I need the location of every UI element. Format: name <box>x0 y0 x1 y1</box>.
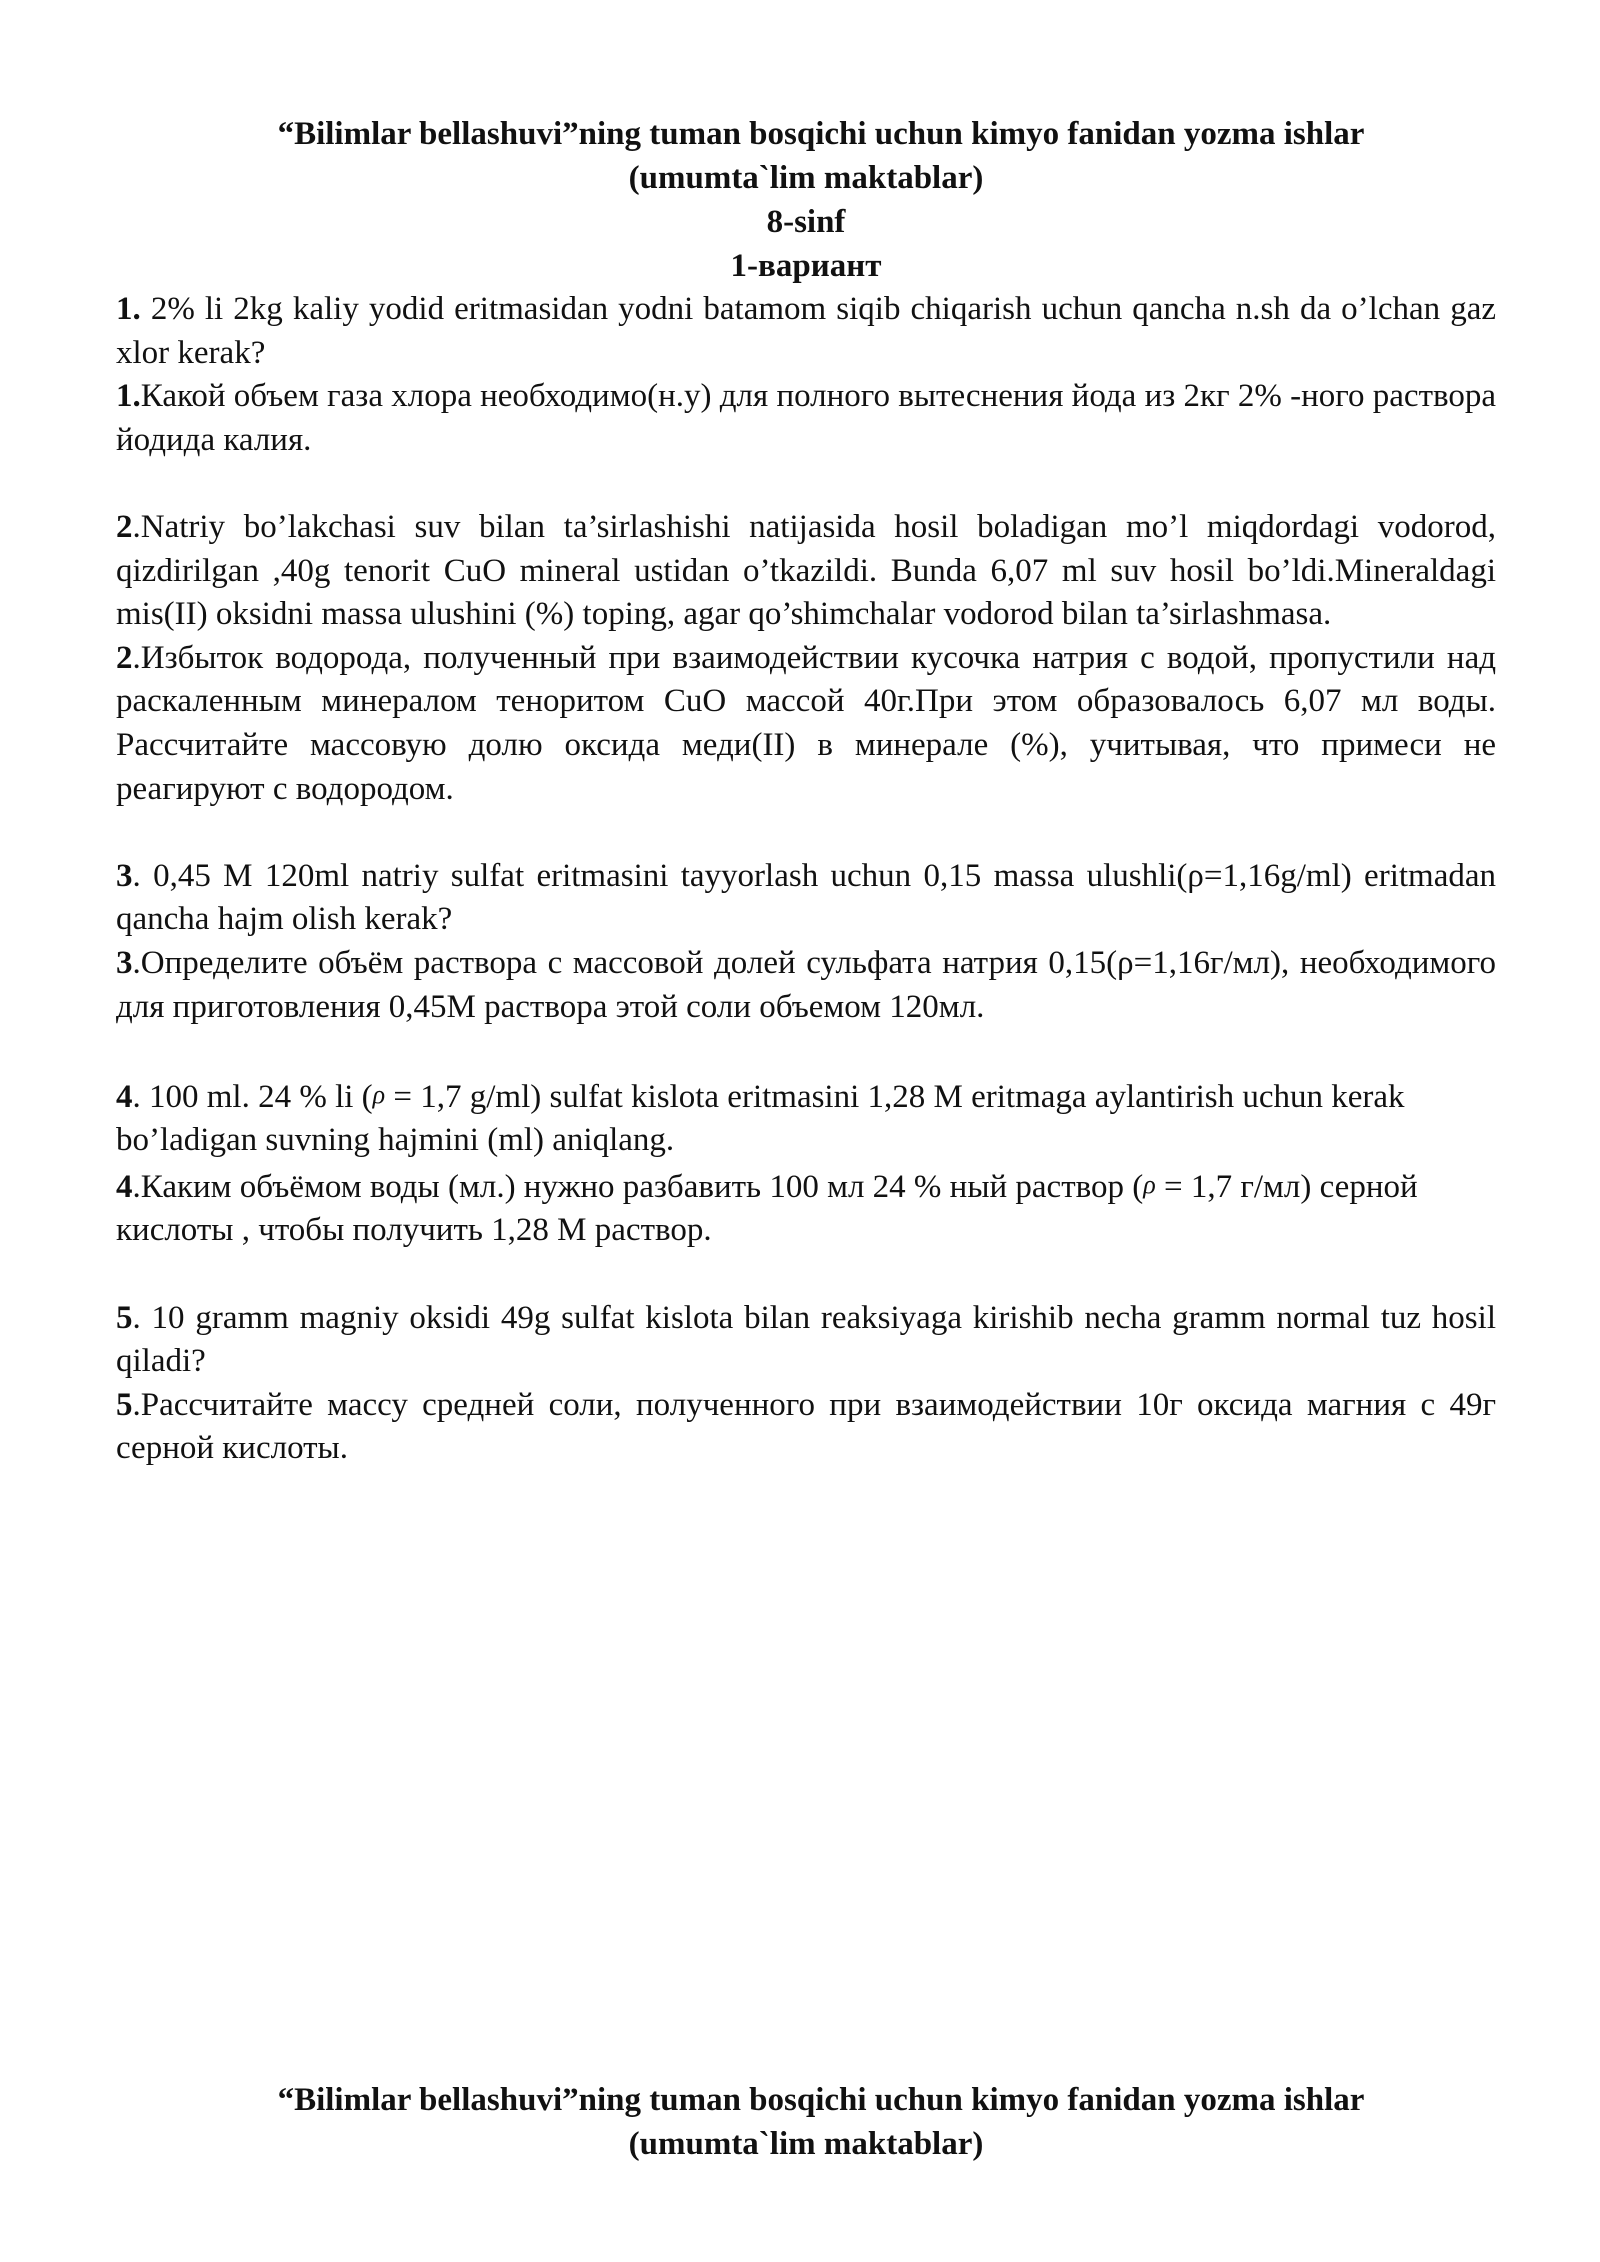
question-3 <box>116 855 1496 1029</box>
question-text: .Natriy bo’lakchasi suv bilan ta’sirlashishi natijasida hosil boladigan mo’l miqdordagi vodorod, qizdirilgan ,40g tenorit CuO mineral ustidan o’tkazildi. Bunda 6,07 ml suv hosil bo’ldi.Mineraldagi mis(II) oksidni massa ulushini (%) toping, agar qo’shimchalar vodorod bilan ta’sirlashmasa. <box>116 508 1496 633</box>
question-text: . 0,45 M 120ml natriy sulfat eritmasini tayyorlash uchun 0,15 massa ulushli(ρ=1,16g/ml) eritmadan qancha hajm olish kerak? <box>116 857 1496 938</box>
question-list <box>116 288 1496 1471</box>
question-text: . 100 ml. 24 % li ( <box>132 1078 373 1115</box>
question-3-uz <box>116 855 1496 942</box>
question-4 <box>116 1073 1496 1253</box>
question-number: 2 <box>116 639 133 676</box>
question-1 <box>116 288 1496 462</box>
question-text: .Рассчитайте массу средней соли, полученного при взаимодействии 10г оксида магния с 49г серной кислоты. <box>116 1386 1496 1467</box>
footer-title: “Bilimlar bellashuvi”ning tuman bosqichi uchun kimyo fanidan yozma ishlar <box>277 2082 1365 2118</box>
header-grade: 8-sinf <box>766 204 846 240</box>
question-text: . 10 gramm magniy oksidi 49g sulfat kislota bilan reaksiyaga kirishib necha gramm normal tuz hosil qiladi? <box>116 1299 1496 1380</box>
question-number: 4 <box>116 1168 133 1205</box>
question-text: 2% li 2kg kaliy yodid eritmasidan yodni batamom siqib chiqarish uchun qancha n.sh da o’lchan gaz xlor kerak? <box>116 291 1496 371</box>
question-text: = 1,7 г/мл) серной кислоты , чтобы получить 1,28 М раствор. <box>116 1168 1418 1249</box>
question-4-uz <box>116 1073 1496 1163</box>
rho-symbol: ρ <box>1143 1169 1156 1199</box>
rho-symbol: ρ <box>372 1079 386 1109</box>
question-number: 3 <box>116 944 133 981</box>
question-5-uz <box>116 1297 1496 1384</box>
question-number: 3 <box>116 857 133 894</box>
question-text: .Определите объём раствора с массовой долей сульфата натрия 0,15(ρ=1,16г/мл), необходимого для приготовления 0,45М раствора этой соли объемом 120мл. <box>116 944 1496 1025</box>
question-number: 1. <box>116 378 141 415</box>
question-1-ru <box>116 375 1496 462</box>
question-text: .Каким объёмом воды (мл.) нужно разбавить 100 мл 24 % ный раствор ( <box>132 1168 1144 1205</box>
question-number: 4 <box>116 1078 133 1115</box>
question-text: = 1,7 g/ml) sulfat kislota eritmasini 1,28 M eritmaga aylantirish uchun kerak bo’ladigan suvning hajmini (ml) aniqlang. <box>116 1078 1405 1159</box>
question-number: 5 <box>116 1299 133 1336</box>
footer-subtitle: (umumta`lim maktablar) <box>628 2126 984 2162</box>
question-number: 2 <box>116 508 133 545</box>
header-title: “Bilimlar bellashuvi”ning tuman bosqichi uchun kimyo fanidan yozma ishlar <box>277 116 1365 152</box>
question-number: 5 <box>116 1386 133 1423</box>
question-2 <box>116 506 1496 811</box>
question-number: 1. <box>116 291 141 327</box>
question-2-uz <box>116 506 1496 637</box>
document-page <box>116 112 1496 1515</box>
header-subtitle: (umumta`lim maktablar) <box>628 160 984 196</box>
header-variant: 1-вариант <box>730 248 882 284</box>
question-text: Какой объем газа хлора необходимо(н.у) для полного вытеснения йода из 2кг 2% -ного раствора йодида калия. <box>116 378 1496 458</box>
question-5 <box>116 1297 1496 1471</box>
question-text: .Избыток водорода, полученный при взаимодействии кусочка натрия с водой, пропустили над раскаленным минералом тенoритом CuO массой 40г.При этом образовалось 6,07 мл воды. Рассчитайте массовую долю оксида меди(II) в минерале (%), учитывая, что примеси не реагируют с водородом. <box>116 639 1496 807</box>
question-2-ru <box>116 637 1496 811</box>
question-4-ru <box>116 1163 1496 1253</box>
question-3-ru <box>116 942 1496 1029</box>
question-1-uz <box>116 288 1496 375</box>
question-5-ru <box>116 1384 1496 1471</box>
page-footer-header <box>116 2078 1496 2166</box>
page-header <box>116 112 1496 288</box>
